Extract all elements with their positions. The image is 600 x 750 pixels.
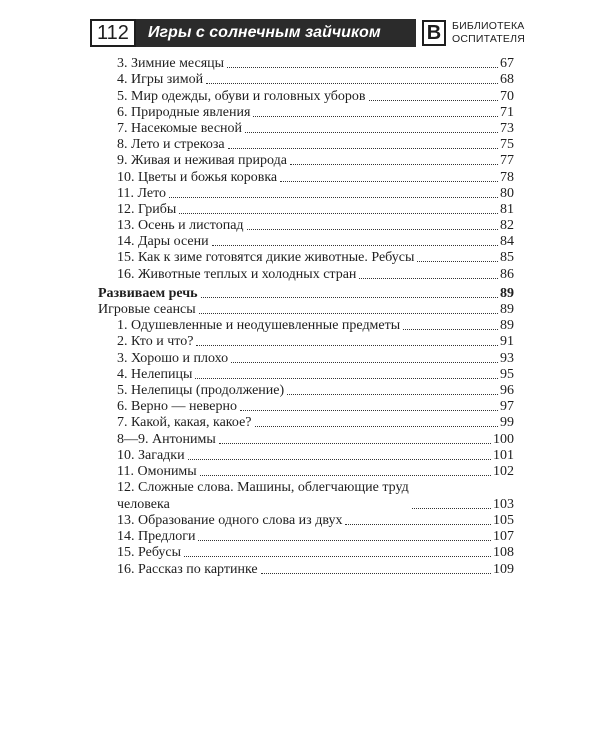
toc-entry-title: Игровые сеансы	[98, 302, 196, 317]
dot-leader	[261, 573, 491, 574]
dot-leader	[245, 132, 498, 133]
library-logo-icon: В	[422, 20, 446, 46]
toc-entry-title: 11. Лето	[117, 185, 167, 201]
toc-entry	[98, 250, 514, 266]
toc-entry-page: 91	[500, 334, 514, 350]
dot-leader	[231, 362, 498, 363]
toc-entry	[98, 56, 514, 72]
toc-entry-page: 70	[500, 88, 514, 104]
toc-entry-page: 78	[500, 169, 514, 185]
toc-entry	[98, 431, 514, 447]
toc-entry-title: 15. Как к зиме готовятся дикие животные. Ребусы	[117, 250, 415, 266]
dot-leader	[369, 100, 498, 101]
toc-entry-title: 4. Игры зимой	[117, 72, 204, 88]
toc-entry	[98, 153, 514, 169]
toc-entry-title-continued: человека	[117, 496, 170, 512]
toc-entry-title: 7. Насекомые весной	[117, 120, 243, 136]
toc-entry-page: 81	[500, 201, 514, 217]
toc-entry	[98, 72, 514, 88]
dot-leader	[179, 213, 498, 214]
toc-entry-title: 7. Какой, какая, какое?	[117, 415, 252, 431]
toc-entry-page: 75	[500, 137, 514, 153]
dot-leader	[345, 524, 491, 525]
toc-entry	[98, 121, 514, 137]
toc-entry-page: 101	[493, 447, 514, 463]
dot-leader	[198, 540, 491, 541]
toc-entry-title: 4. Нелепицы	[117, 366, 193, 382]
toc-entry-page: 89	[500, 318, 514, 334]
toc-entry-page: 96	[500, 382, 514, 398]
dot-leader	[206, 83, 498, 84]
toc-entry-page: 99	[500, 415, 514, 431]
toc-entry	[98, 545, 514, 561]
dot-leader	[403, 329, 498, 330]
toc-entry-title: 10. Загадки	[117, 447, 185, 463]
toc-entry-page: 77	[500, 153, 514, 169]
toc-entry-title: 16. Рассказ по картинке	[117, 561, 258, 577]
toc-entry-page: 68	[500, 72, 514, 88]
toc-entry	[98, 513, 514, 529]
toc-entry	[98, 448, 514, 464]
toc-entry-title-block	[117, 480, 409, 513]
toc-entry	[98, 234, 514, 250]
dot-leader	[417, 261, 498, 262]
table-of-contents	[98, 56, 514, 578]
toc-entry-title: 5. Нелепицы (продолжение)	[117, 382, 285, 398]
page-header	[90, 19, 525, 47]
toc-entry-title: 10. Цветы и божья коровка	[117, 169, 278, 185]
toc-entry-title: 8. Лето и стрекоза	[117, 137, 225, 153]
toc-entry-title: 13. Осень и листопад	[117, 218, 244, 234]
toc-entry	[98, 367, 514, 383]
toc-entry-page: 93	[500, 350, 514, 366]
toc-entry	[98, 266, 514, 282]
toc-entry-title: 1. Одушевленные и неодушевленные предметы	[117, 318, 401, 334]
toc-entry-title: 14. Дары осени	[117, 234, 209, 250]
toc-entry-page: 109	[493, 561, 514, 577]
toc-entry-title: 3. Зимние месяцы	[117, 56, 225, 72]
toc-entry-title: 8—9. Антонимы	[117, 431, 216, 447]
toc-entry	[98, 529, 514, 545]
toc-entry	[98, 218, 514, 234]
toc-entry-page: 73	[500, 120, 514, 136]
toc-entry	[98, 480, 514, 513]
toc-entry-title: 5. Мир одежды, обуви и головных уборов	[117, 88, 366, 104]
dot-leader	[228, 148, 498, 149]
toc-entry-page: 103	[493, 496, 514, 512]
toc-entry-page: 108	[493, 545, 514, 561]
toc-entry-title: 2. Кто и что?	[117, 334, 194, 350]
toc-entry-title: 3. Хорошо и плохо	[117, 350, 229, 366]
dot-leader	[184, 556, 491, 557]
logo-line-2: ОСПИТАТЕЛЯ	[452, 32, 525, 45]
toc-entry-title: 12. Грибы	[117, 201, 177, 217]
dot-leader	[247, 229, 498, 230]
toc-entry-page: 89	[500, 302, 514, 317]
toc-entry	[98, 202, 514, 218]
toc-entry-page: 100	[493, 431, 514, 447]
dot-leader	[201, 297, 498, 298]
dot-leader	[287, 394, 498, 395]
toc-entry	[98, 169, 514, 185]
toc-entry-page: 85	[500, 250, 514, 266]
dot-leader	[219, 443, 491, 444]
dot-leader	[200, 475, 491, 476]
toc-entry	[98, 561, 514, 577]
toc-entry	[98, 318, 514, 334]
library-logo-text	[452, 20, 525, 45]
toc-entry-title: 6. Природные явления	[117, 104, 251, 120]
toc-entry-page: 86	[500, 266, 514, 282]
toc-entry-page: 102	[493, 463, 514, 479]
page-number: 112	[90, 19, 136, 47]
dot-leader	[280, 181, 498, 182]
toc-entry-title: 11. Омонимы	[117, 463, 197, 479]
toc-entry-page: 97	[500, 399, 514, 415]
toc-entry-page: 89	[500, 285, 514, 301]
toc-entry-page: 82	[500, 218, 514, 234]
dot-leader	[240, 410, 498, 411]
toc-entry-page: 71	[500, 104, 514, 120]
dot-leader	[188, 459, 491, 460]
toc-entry	[98, 88, 514, 104]
dot-leader	[195, 378, 498, 379]
dot-leader	[212, 245, 498, 246]
toc-entry-page: 107	[493, 529, 514, 545]
dot-leader	[412, 508, 491, 509]
toc-entry-title: 6. Верно — неверно	[117, 399, 237, 415]
running-title: Игры с солнечным зайчиком	[136, 19, 416, 47]
toc-section-heading	[98, 286, 514, 302]
toc-subsection	[98, 302, 514, 318]
dot-leader	[169, 197, 498, 198]
toc-entry	[98, 137, 514, 153]
toc-entry-page: 84	[500, 234, 514, 250]
toc-entry	[98, 105, 514, 121]
toc-entry-title: 12. Сложные слова. Машины, облегчающие труд	[117, 479, 409, 495]
toc-entry-page: 105	[493, 513, 514, 529]
dot-leader	[290, 164, 498, 165]
toc-entry-page: 95	[500, 366, 514, 382]
dot-leader	[196, 345, 498, 346]
toc-entry-title: 14. Предлоги	[117, 529, 196, 545]
toc-entry-page: 80	[500, 185, 514, 201]
toc-entry-page: 67	[500, 56, 514, 72]
dot-leader	[199, 313, 498, 314]
toc-entry	[98, 399, 514, 415]
toc-entry	[98, 415, 514, 431]
toc-entry	[98, 383, 514, 399]
toc-entry-title: 9. Живая и неживая природа	[117, 153, 287, 169]
toc-entry-tail	[409, 480, 514, 513]
toc-entry	[98, 464, 514, 480]
toc-entry-title: Развиваем речь	[98, 285, 198, 301]
dot-leader	[227, 67, 498, 68]
logo-line-1: БИБЛИОТЕКА	[452, 20, 525, 32]
toc-entry-title: 15. Ребусы	[117, 545, 182, 561]
dot-leader	[255, 426, 499, 427]
toc-entry-title: 16. Животные теплых и холодных стран	[117, 266, 357, 282]
dot-leader	[359, 278, 498, 279]
toc-entry	[98, 350, 514, 366]
dot-leader	[253, 116, 498, 117]
toc-entry	[98, 186, 514, 202]
toc-entry	[98, 334, 514, 350]
toc-entry-title: 13. Образование одного слова из двух	[117, 513, 343, 529]
